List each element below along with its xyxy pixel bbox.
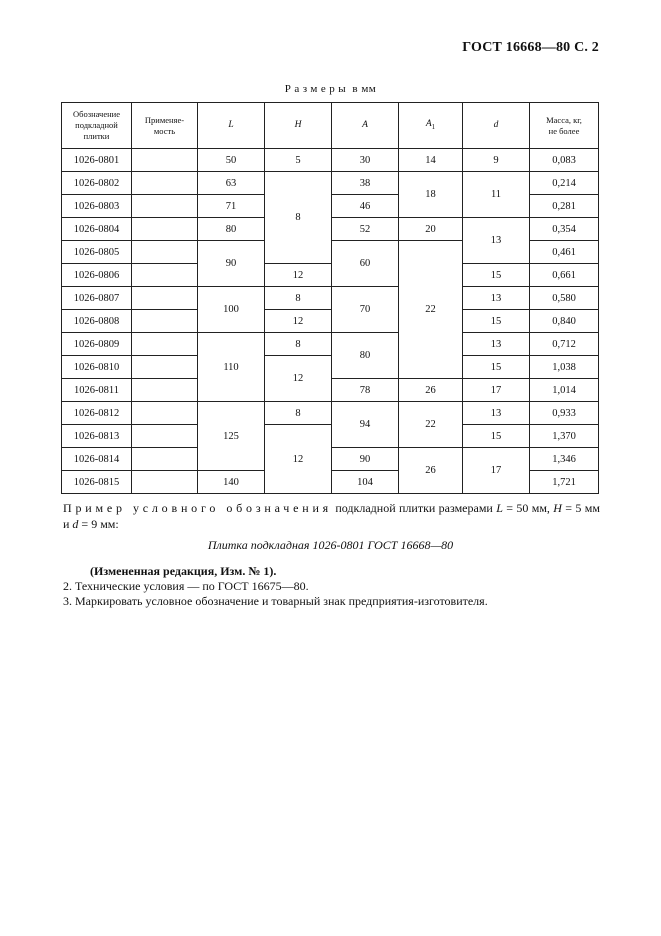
H-cell: 12 [265, 356, 332, 402]
col-header-A: A [332, 103, 399, 149]
A-cell: 94 [332, 402, 399, 448]
applicability-cell [132, 471, 198, 494]
A-cell: 60 [332, 241, 399, 287]
mass-cell: 0,083 [530, 149, 599, 172]
A-cell: 30 [332, 149, 399, 172]
applicability-cell [132, 448, 198, 471]
table-row [62, 402, 599, 425]
designation-cell: 1026-0804 [62, 218, 132, 241]
table-row [62, 264, 599, 287]
designation-cell: 1026-0814 [62, 448, 132, 471]
d-cell: 13 [463, 287, 530, 310]
d-cell: 15 [463, 264, 530, 287]
d-cell: 13 [463, 218, 530, 264]
d-cell: 17 [463, 448, 530, 494]
A1-cell: 14 [399, 149, 463, 172]
table-header-row [62, 103, 599, 149]
col-header-d: d [463, 103, 530, 149]
H-cell: 8 [265, 402, 332, 425]
A-cell: 70 [332, 287, 399, 333]
A-cell: 78 [332, 379, 399, 402]
applicability-cell [132, 287, 198, 310]
edition-note: (Измененная редакция, Изм. № 1). [90, 564, 277, 578]
applicability-cell [132, 264, 198, 287]
designation-cell: 1026-0807 [62, 287, 132, 310]
designation-cell: 1026-0813 [62, 425, 132, 448]
example-designation: Плитка подкладная 1026-0801 ГОСТ 16668—80 [207, 538, 454, 552]
designation-cell: 1026-0805 [62, 241, 132, 264]
designation-cell: 1026-0801 [62, 149, 132, 172]
table-row [62, 172, 599, 195]
d-cell: 15 [463, 356, 530, 379]
notes-section [63, 564, 488, 609]
caption-suffix: в мм [349, 83, 377, 95]
col-header-A1: $A_1$ [399, 103, 463, 149]
col-header-mass: Масса, кг, не более [530, 103, 599, 149]
table-row [62, 287, 599, 310]
L-cell: 50 [198, 149, 265, 172]
H-cell: 12 [265, 264, 332, 287]
mass-cell: 0,461 [530, 241, 599, 264]
applicability-cell [132, 333, 198, 356]
A1-cell: 26 [399, 379, 463, 402]
mass-cell: 0,661 [530, 264, 599, 287]
table-caption [0, 83, 661, 95]
H-cell: 12 [265, 310, 332, 333]
applicability-cell [132, 241, 198, 264]
A1-cell: 22 [399, 402, 463, 448]
mass-cell: 1,370 [530, 425, 599, 448]
applicability-cell [132, 218, 198, 241]
A1-cell: 22 [399, 241, 463, 379]
A-cell: 90 [332, 448, 399, 471]
table-row [62, 356, 599, 379]
L-cell: 63 [198, 172, 265, 195]
A-cell: 46 [332, 195, 399, 218]
applicability-cell [132, 172, 198, 195]
designation-cell: 1026-0809 [62, 333, 132, 356]
mass-cell: 0,580 [530, 287, 599, 310]
L-cell: 71 [198, 195, 265, 218]
applicability-cell [132, 425, 198, 448]
applicability-cell [132, 402, 198, 425]
designation-cell: 1026-0803 [62, 195, 132, 218]
A-cell: 38 [332, 172, 399, 195]
table-row [62, 425, 599, 448]
example-paragraph: Пример условного обозначения подкладной плитки размерами L = 50 мм, H = 5 мм и d = 9 мм: [63, 501, 600, 531]
L-cell: 110 [198, 333, 265, 402]
H-cell: 12 [265, 425, 332, 494]
H-cell: 8 [265, 172, 332, 264]
designation-cell: 1026-0812 [62, 402, 132, 425]
designation-cell: 1026-0811 [62, 379, 132, 402]
designation-cell: 1026-0802 [62, 172, 132, 195]
table-row [62, 149, 599, 172]
H-cell: 8 [265, 333, 332, 356]
H-cell: 5 [265, 149, 332, 172]
mass-cell: 0,214 [530, 172, 599, 195]
applicability-cell [132, 379, 198, 402]
mass-cell: 1,721 [530, 471, 599, 494]
d-cell: 11 [463, 172, 530, 218]
page-header: ГОСТ 16668—80 С. 2 [462, 40, 599, 55]
col-header-designation: Обозначение подкладной плитки [62, 103, 132, 149]
d-cell: 13 [463, 333, 530, 356]
col-header-L: L [198, 103, 265, 149]
L-cell: 140 [198, 471, 265, 494]
L-cell: 90 [198, 241, 265, 287]
mass-cell: 1,038 [530, 356, 599, 379]
mass-cell: 0,712 [530, 333, 599, 356]
table-row [62, 310, 599, 333]
A-cell: 80 [332, 333, 399, 379]
mass-cell: 1,014 [530, 379, 599, 402]
L-cell: 80 [198, 218, 265, 241]
mass-cell: 0,840 [530, 310, 599, 333]
mass-cell: 0,354 [530, 218, 599, 241]
caption-prefix: Размеры [284, 83, 350, 95]
L-cell: 125 [198, 402, 265, 471]
col-header-H: H [265, 103, 332, 149]
dimensions-table [61, 102, 599, 494]
d-cell: 9 [463, 149, 530, 172]
d-cell: 17 [463, 379, 530, 402]
col-header-applicability: Применяе- мость [132, 103, 198, 149]
note-item-3: 3. Маркировать условное обозначение и товарный знак предприятия-изготовителя. [63, 594, 488, 608]
example-heading: Пример условного обозначения [63, 501, 332, 515]
applicability-cell [132, 195, 198, 218]
note-item-2: 2. Технические условия — по ГОСТ 16675—80. [63, 579, 309, 593]
applicability-cell [132, 310, 198, 333]
table-row [62, 333, 599, 356]
designation-cell: 1026-0815 [62, 471, 132, 494]
A-cell: 104 [332, 471, 399, 494]
d-cell: 15 [463, 425, 530, 448]
A1-cell: 18 [399, 172, 463, 218]
designation-cell: 1026-0806 [62, 264, 132, 287]
designation-cell: 1026-0808 [62, 310, 132, 333]
A-cell: 52 [332, 218, 399, 241]
applicability-cell [132, 356, 198, 379]
mass-cell: 1,346 [530, 448, 599, 471]
A1-cell: 26 [399, 448, 463, 494]
A1-cell: 20 [399, 218, 463, 241]
L-cell: 100 [198, 287, 265, 333]
mass-cell: 0,281 [530, 195, 599, 218]
H-cell: 8 [265, 287, 332, 310]
d-cell: 13 [463, 402, 530, 425]
designation-cell: 1026-0810 [62, 356, 132, 379]
mass-cell: 0,933 [530, 402, 599, 425]
applicability-cell [132, 149, 198, 172]
d-cell: 15 [463, 310, 530, 333]
